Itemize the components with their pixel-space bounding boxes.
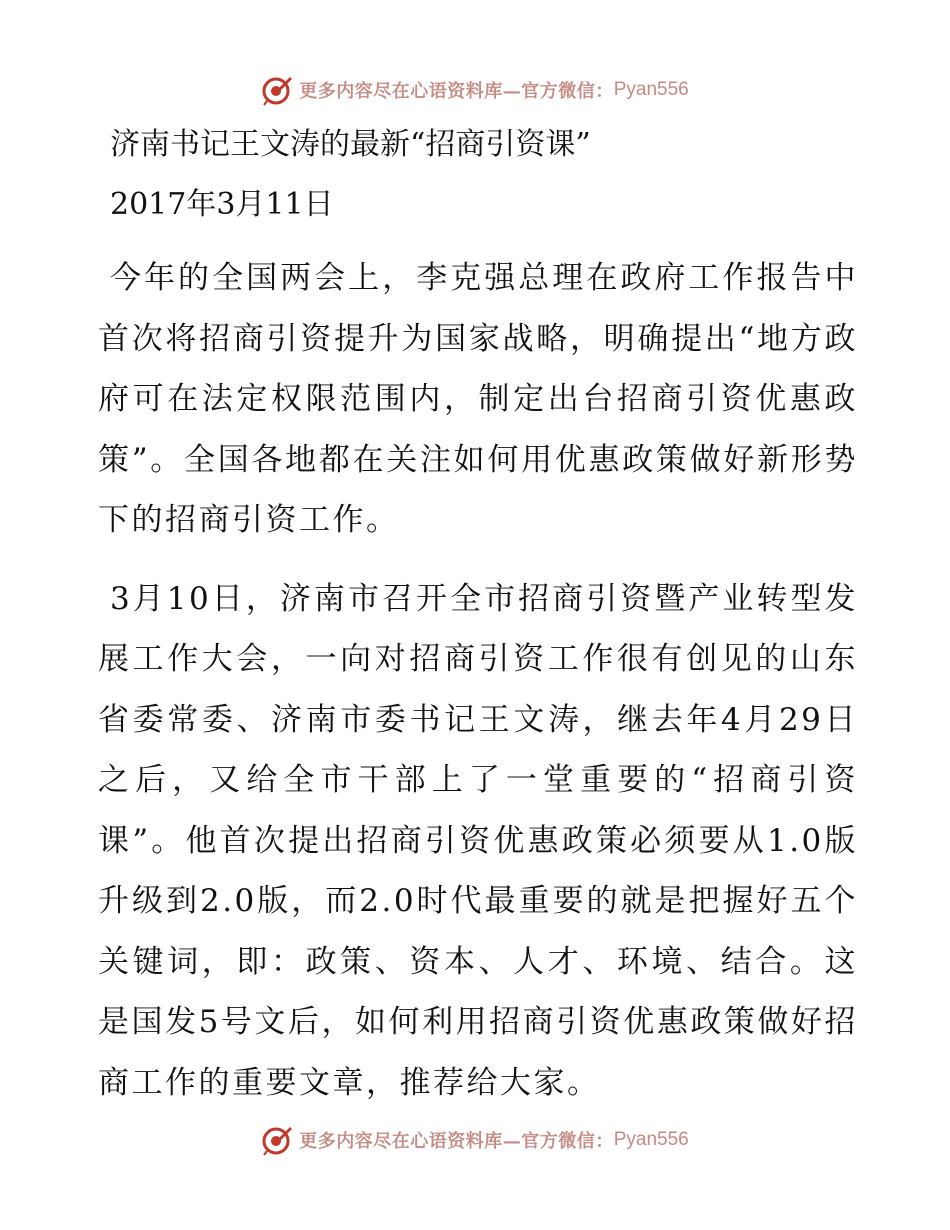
- document-date: 2017年3月11日: [110, 187, 334, 222]
- document-title: 济南书记王文涛的最新“招商引资课”: [110, 127, 591, 162]
- watermark-account: Pyan556: [613, 79, 689, 100]
- watermark-text: 更多内容尽在心语资料库—官方微信：: [299, 81, 614, 102]
- paragraph: 3月10日，济南市召开全市招商引资暨产业转型发展工作大会，一向对招商引资工作很有创见的山东省委常委、济南市委书记王文涛，继去年4月29日之后，又给全市干部上了一堂重要的“招商引资课”。他首次提出招商引资优惠政策必须要从1.0版升级到2.0版，而2.0时代最重要的就是把握好五个关键词，即：政策、资本、人才、环境、结合。这是国发5号文后，如何利用招商引资优惠政策做好招商工作的重要文章，推荐给大家。: [98, 580, 858, 1101]
- watermark-text: 更多内容尽在心语资料库—官方微信：: [299, 1131, 614, 1152]
- footer-watermark: [0, 1120, 950, 1160]
- document-body: [98, 120, 858, 1131]
- header-watermark: [0, 70, 950, 110]
- watermark-account: Pyan556: [613, 1129, 689, 1150]
- pen-logo-icon: [261, 1124, 293, 1156]
- pen-logo-icon: [261, 74, 293, 106]
- paragraph: 今年的全国两会上，李克强总理在政府工作报告中首次将招商引资提升为国家战略，明确提出“地方政府可在法定权限范围内，制定出台招商引资优惠政策”。全国各地都在关注如何用优惠政策做好新形势下的招商引资工作。: [98, 260, 858, 538]
